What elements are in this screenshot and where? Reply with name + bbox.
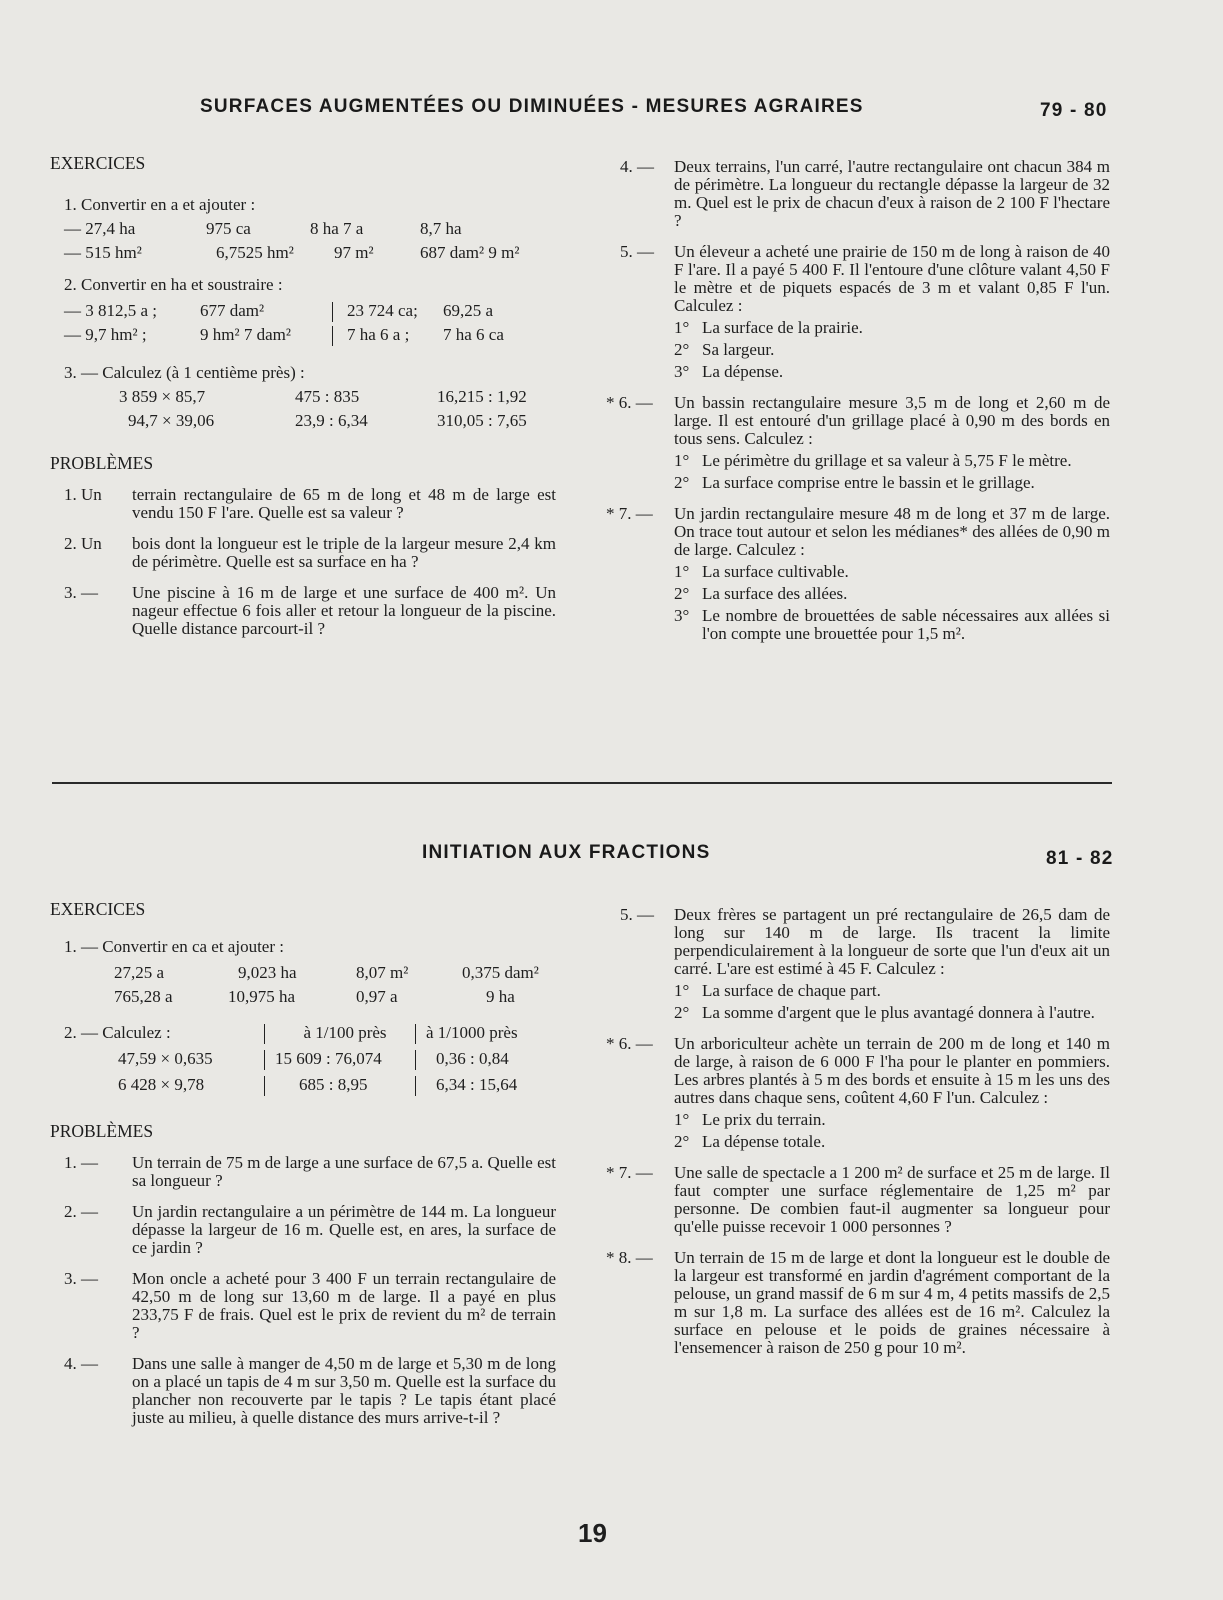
s2-problem-5: [606, 906, 1110, 1022]
cell: 97 m²: [334, 243, 374, 262]
s2-problem-3: [64, 1270, 556, 1342]
problem-number: 4. —: [620, 157, 654, 176]
cell: 7 ha 6 a ;: [347, 325, 410, 344]
problem-number: 1. —: [64, 1153, 98, 1172]
cell: 765,28 a: [114, 987, 173, 1006]
s1-ex3: [64, 364, 556, 430]
s2-exercices-label: EXERCICES: [50, 899, 146, 919]
s2-ex1-row2: [114, 988, 556, 1006]
s1-ex3-row2: [128, 412, 556, 430]
cell: — 515 hm²: [64, 243, 142, 262]
problem-text: Un jardin rectangulaire a un périmètre de 144 m. La longueur dépasse la largeur de 16 m. Quelle est, en ares, la surface de ce jardin ?: [132, 1202, 556, 1257]
problem-text: Un jardin rectangulaire mesure 48 m de long et 37 m de large. On trace tout autour et selon les médianes* des allées de 0,90 m de large. Calculez :: [674, 504, 1110, 559]
cell: 677 dam²: [200, 301, 265, 320]
s2-problem-1: [64, 1154, 556, 1190]
s1-ex1-row2: [64, 244, 556, 262]
s1-ex1-head: 1. Convertir en a et ajouter :: [64, 195, 256, 214]
s2-ex1: [64, 938, 556, 1006]
s1-ex2-head: 2. Convertir en ha et soustraire :: [64, 275, 283, 294]
problem-text: terrain rectangulaire de 65 m de long et 48 m de large est vendu 150 F l'are. Quelle est sa valeur ?: [132, 485, 556, 522]
s1-problem-5: [606, 243, 1110, 381]
problem-number: * 6. —: [606, 1034, 653, 1053]
s2-right-column: [606, 906, 1110, 1370]
cell: 2. — Calculez :: [64, 1023, 171, 1042]
sub-item: 2° La surface comprise entre le bassin et le grillage.: [674, 473, 1035, 492]
s2-problem-2: [64, 1203, 556, 1257]
cell: 6,7525 hm²: [216, 243, 294, 262]
sub-item: 3° Le nombre de brouettées de sable nécessaires aux allées si l'on compte une brouettée pour 1,5 m².: [674, 606, 1110, 643]
cell: — 3 812,5 a ;: [64, 301, 158, 320]
s2-problem-6: [606, 1035, 1110, 1151]
s1-problem-2: [64, 535, 556, 571]
divider: [264, 1050, 265, 1070]
problem-text: bois dont la longueur est le triple de la largeur mesure 2,4 km de périmètre. Quelle est sa surface en ha ?: [132, 534, 556, 571]
divider: [332, 302, 333, 322]
cell: — 9,7 hm² ;: [64, 325, 147, 344]
s1-ex2: [64, 276, 556, 346]
s2-ex2-head-row: [64, 1024, 556, 1044]
cell: 3 859 × 85,7: [119, 387, 206, 406]
cell: 975 ca: [206, 219, 251, 238]
s1-exercices-label: EXERCICES: [50, 153, 146, 173]
problem-number: 1. Un: [64, 485, 102, 504]
cell: 475 : 835: [295, 387, 360, 406]
divider: [415, 1050, 416, 1070]
s1-left-column: [50, 154, 556, 651]
cell: 9 hm² 7 dam²: [200, 325, 291, 344]
sub-item: 1° La surface de chaque part.: [674, 981, 881, 1000]
page-numbers-2: 81 - 82: [1046, 848, 1114, 869]
s2-problemes-label: PROBLÈMES: [50, 1121, 154, 1141]
s2-left-column: [50, 900, 556, 1440]
s2-problem-7: [606, 1164, 1110, 1236]
cell: 15 609 : 76,074: [275, 1049, 382, 1068]
section-title-2: INITIATION AUX FRACTIONS: [422, 842, 711, 863]
problem-number: * 7. —: [606, 1163, 653, 1182]
s2-problem-4: [64, 1355, 556, 1427]
cell: à 1/100 près: [303, 1023, 387, 1042]
cell: 8 ha 7 a: [310, 219, 364, 238]
divider: [415, 1076, 416, 1096]
cell: 9,023 ha: [238, 963, 297, 982]
problem-text: Une piscine à 16 m de large et une surface de 400 m². Un nageur effectue 6 fois aller et retour la longueur de la piscine. Quelle distance parcourt-il ?: [132, 583, 556, 638]
s2-problem-8: [606, 1249, 1110, 1357]
s2-ex2-row1: [64, 1050, 556, 1070]
s2-ex1-head: 1. — Convertir en ca et ajouter :: [64, 937, 284, 956]
cell: 8,7 ha: [420, 219, 462, 238]
cell: 6 428 × 9,78: [118, 1075, 205, 1094]
problem-number: 2. Un: [64, 534, 102, 553]
sub-item: 3° La dépense.: [674, 362, 784, 381]
problem-number: * 6. —: [606, 393, 653, 412]
problem-number: 3. —: [64, 583, 98, 602]
cell: 6,34 : 15,64: [436, 1075, 518, 1094]
cell: à 1/1000 près: [426, 1023, 518, 1042]
s1-ex2-row1: [64, 302, 556, 322]
section-title-1: SURFACES AUGMENTÉES OU DIMINUÉES - MESURES AGRAIRES: [200, 96, 864, 117]
cell: 27,25 a: [114, 963, 165, 982]
s2-ex2: [64, 1024, 556, 1096]
cell: 0,97 a: [356, 987, 398, 1006]
cell: 687 dam² 9 m²: [420, 243, 520, 262]
page-numbers-1: 79 - 80: [1040, 100, 1108, 121]
problem-text: Dans une salle à manger de 4,50 m de large et 5,30 m de long on a placé un tapis de 4 m sur 3,50 m. Quelle est la surface du plancher non recouverte par le tapis ? Le tapis étant placé juste au milieu, à quelle distance des murs arrive-t-il ?: [132, 1354, 556, 1427]
divider: [264, 1076, 265, 1096]
problem-text: Mon oncle a acheté pour 3 400 F un terrain rectangulaire de 42,50 m de long sur 13,60 m de large. Il a payé en plus 233,75 F de frais. Quel est le prix de revient du m² de terrain ?: [132, 1269, 556, 1342]
problem-text: Un bassin rectangulaire mesure 3,5 m de long et 2,60 m de large. Il est entouré d'un grillage placé à 0,90 m des bords en tous sens. Calculez :: [674, 393, 1110, 448]
cell: 69,25 a: [443, 301, 494, 320]
cell: 47,59 × 0,635: [118, 1049, 213, 1068]
sub-item: 1° La surface cultivable.: [674, 562, 849, 581]
sub-item: 2° La dépense totale.: [674, 1132, 826, 1151]
cell: 9 ha: [486, 987, 515, 1006]
problem-number: 5. —: [620, 905, 654, 924]
problem-number: 2. —: [64, 1202, 98, 1221]
s1-problem-7: [606, 505, 1110, 643]
problem-text: Un terrain de 75 m de large a une surface de 67,5 a. Quelle est sa longueur ?: [132, 1153, 556, 1190]
problem-text: Deux terrains, l'un carré, l'autre rectangulaire ont chacun 384 m de périmètre. La longueur du rectangle dépasse la largeur de 32 m. Quel est le prix de chacun d'eux à raison de 2 100 F l'hectare ?: [674, 157, 1110, 230]
cell: 10,975 ha: [228, 987, 296, 1006]
cell: 685 : 8,95: [299, 1075, 368, 1094]
cell: — 27,4 ha: [64, 219, 136, 238]
cell: 8,07 m²: [356, 963, 409, 982]
sub-item: 2° La surface des allées.: [674, 584, 848, 603]
sub-item: 2° La somme d'argent que le plus avantagé donnera à l'autre.: [674, 1003, 1095, 1022]
divider: [332, 326, 333, 346]
s1-problem-6: [606, 394, 1110, 492]
s1-problem-1: [64, 486, 556, 522]
s1-problem-3: [64, 584, 556, 638]
cell: 16,215 : 1,92: [437, 387, 527, 406]
divider: [415, 1024, 416, 1044]
cell: 0,375 dam²: [462, 963, 539, 982]
sub-item: 1° La surface de la prairie.: [674, 318, 863, 337]
problem-text: Un arboriculteur achète un terrain de 200 m de long et 140 m de large, à raison de 6 000 F l'ha pour le planter en pommiers. Les arbres plantés à 5 m des bords et ensuite à 15 m les uns des autres dans chaque sens, coûtent 4,60 F l'un. Calculez :: [674, 1034, 1110, 1107]
problem-number: 4. —: [64, 1354, 98, 1373]
s1-ex2-row2: [64, 326, 556, 346]
s1-ex3-row1: [119, 388, 556, 406]
section-divider: [52, 782, 1112, 784]
s1-ex3-head: 3. — Calculez (à 1 centième près) :: [64, 363, 305, 382]
cell: 7 ha 6 ca: [443, 325, 504, 344]
s1-problemes-label: PROBLÈMES: [50, 453, 154, 473]
sub-item: 2° Sa largeur.: [674, 340, 775, 359]
sub-item: 1° Le prix du terrain.: [674, 1110, 826, 1129]
cell: 0,36 : 0,84: [436, 1049, 509, 1068]
cell: 310,05 : 7,65: [437, 411, 527, 430]
problem-text: Deux frères se partagent un pré rectangulaire de 26,5 dam de long sur 140 m de large. Ils tracent la limite perpendiculairement à la longueur de sorte que l'un d'eux ait un carré. L'are est estimé à 45 F. Calculez :: [674, 905, 1110, 978]
problem-text: Un éleveur a acheté une prairie de 150 m de long à raison de 40 F l'are. Il a payé 5 400 F. Il l'entoure d'une clôture valant 4,50 F le mètre et de piquets espacés de 3 m et valant 0,85 F l'un. Calculez :: [674, 242, 1110, 315]
s1-problem-4: [606, 158, 1110, 230]
problem-number: 3. —: [64, 1269, 98, 1288]
problem-number: 5. —: [620, 242, 654, 261]
cell: 94,7 × 39,06: [128, 411, 215, 430]
cell: 23,9 : 6,34: [295, 411, 368, 430]
problem-text: Une salle de spectacle a 1 200 m² de surface et 25 m de large. Il faut compter une surface réglementaire de 1,25 m² par personne. De combien faut-il augmenter sa longueur pour qu'elle puisse recevoir 1 000 personnes ?: [674, 1163, 1110, 1236]
cell: 23 724 ca;: [347, 301, 418, 320]
problem-number: * 7. —: [606, 504, 653, 523]
sub-item: 1° Le périmètre du grillage et sa valeur à 5,75 F le mètre.: [674, 451, 1072, 470]
s2-ex2-row2: [64, 1076, 556, 1096]
problem-number: * 8. —: [606, 1248, 653, 1267]
s1-ex1: [64, 196, 556, 262]
s1-ex1-row1: [64, 220, 556, 238]
s2-ex1-row1: [114, 964, 556, 982]
problem-text: Un terrain de 15 m de large et dont la longueur est le double de la largeur est transformé en jardin d'agrément comportant de la pelouse, un grand massif de 6 m sur 4 m, 4 petits massifs de 2,5 m sur 1,8 m. La surface des allées est de 16 m². Calculez la surface en pelouse et le poids de graines nécessaire à l'ensemencer à raison de 250 g pour 10 m².: [674, 1248, 1110, 1357]
page-number: 19: [578, 1518, 607, 1548]
s1-right-column: [606, 158, 1110, 656]
divider: [264, 1024, 265, 1044]
